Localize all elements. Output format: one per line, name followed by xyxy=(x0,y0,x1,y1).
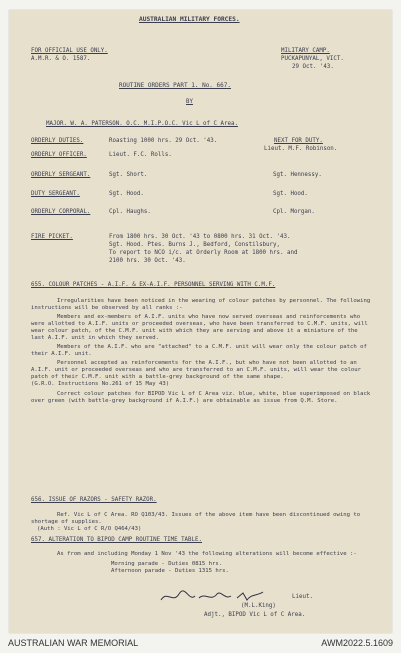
fire-picket-label: FIRE PICKET. xyxy=(31,234,73,240)
document-date: 29 Oct. '43. xyxy=(292,64,334,70)
footer-archive-name: AUSTRALIAN WAR MEMORIAL xyxy=(8,638,139,648)
duty-next: Sgt. Hood. xyxy=(273,191,308,197)
signature-name: (M.L.King) xyxy=(241,603,276,609)
fire-picket-line: 2100 hrs. 30 Oct. '43. xyxy=(109,258,186,264)
archive-footer xyxy=(0,633,401,653)
commander-line: MAJOR. W. A. PATERSON. O.C. M.I.P.O.C. Vic L of C Area. xyxy=(46,121,238,127)
camp-location: PUCKAPUNYAL, VICT. xyxy=(281,56,344,62)
camp-label: MILITARY CAMP. xyxy=(281,48,330,54)
timetable-line: Morning parade - Duties 0815 hrs. xyxy=(111,561,223,567)
duty-role: ORDERLY OFFICER. xyxy=(31,152,87,158)
item-657-heading: 657. ALTERATION TO BIPOD CAMP ROUTINE TIME TABLE. xyxy=(31,537,203,543)
duty-current: Lieut. F.C. Rolls. xyxy=(109,152,172,158)
duty-role: ORDERLY CORPORAL. xyxy=(31,209,91,215)
item-655-body xyxy=(31,298,371,405)
item-657-body xyxy=(31,551,371,575)
paragraph: Correct colour patches for BIPOD Vic L of C Area viz. blue, white, blue superimposed on black over green (with battle-grey background if A.I.F.) are obtainable as issue from Q.M. Store. xyxy=(31,391,371,404)
fire-picket-line: Sgt. Hood. Ptes. Burns J., Bedford, Constilsbury, xyxy=(109,242,281,248)
duty-role: DUTY SERGEANT. xyxy=(31,191,80,197)
duty-next: Lieut. M.F. Robinson. xyxy=(264,146,338,152)
reference-number: A.M.R. & O. 1587. xyxy=(31,56,91,62)
document-page xyxy=(9,10,392,633)
by-label: BY xyxy=(186,99,193,105)
paragraph: Members of the A.I.F. who are "attached" to a C.M.F. unit will wear only the colour patch of their A.I.F. unit. xyxy=(31,344,367,357)
paragraph: (G.R.O. Instructions No.261 of 15 May 43) xyxy=(31,381,170,387)
signature-title: Adjt., BIPOD Vic L of C Area. xyxy=(204,612,306,618)
item-656-body xyxy=(31,512,361,533)
classification-label: FOR OFFICIAL USE ONLY. xyxy=(31,48,108,54)
timetable-line: Afternoon parade - Duties 1315 hrs. xyxy=(111,568,229,574)
paragraph: Ref. Vic L of C Area. RO Q103/43. Issues of the above item have been discontinued owing to shortage of supplies. xyxy=(31,512,361,525)
duty-next: Cpl. Morgan. xyxy=(273,209,315,215)
paragraph: As from and including Monday 1 Nov '43 the following alterations will become effective :- xyxy=(57,551,357,557)
item-656-heading: 656. ISSUE OF RAZORS - SAFETY RAZOR. xyxy=(31,497,157,503)
paragraph: (Auth : Vic L of C R/O Q464/43) xyxy=(37,526,142,532)
footer-accession-number: AWM2022.5.1609 xyxy=(321,638,393,648)
duty-role: ORDERLY SERGEANT. xyxy=(31,172,91,178)
duty-current: Cpl. Haughs. xyxy=(109,209,151,215)
duty-role: ORDERLY DUTIES. xyxy=(31,138,84,144)
fire-picket-line: From 1800 hrs. 30 Oct. '43 to 0800 hrs. 31 Oct. '43. xyxy=(109,234,291,240)
duty-current: Sgt. Hood. xyxy=(109,191,144,197)
order-title: ROUTINE ORDERS PART 1. No. 667. xyxy=(119,82,231,89)
paragraph: Members and ex-members of A.I.F. units who have now served overseas and reinforcements who were allotted to A.I.F. units or proceeded overseas, who have been transferred to C.M.F. units, will wear colour patch, of the C.M.F. unit with which they are serving and above it a miniature of the last A.I.F. unit in which they served. xyxy=(31,314,368,341)
fire-picket-line: To report to NCO i/c. at Orderly Room at 1800 hrs. and xyxy=(109,250,298,256)
item-655-heading: 655. COLOUR PATCHES - A.I.F. & EX-A.I.F. PERSONNEL SERVING WITH C.M.F. xyxy=(31,282,276,288)
duty-next: NEXT FOR DUTY. xyxy=(274,138,323,144)
paragraph: Personnel accepted as reinforcements for the A.I.F., but who have not been allotted to an A.I.F. unit or proceeded overseas and who are transferred to an C.M.F. units, will wear the colour patch of their C.M.F. unit with a battle-grey background of the same shape. xyxy=(31,360,362,380)
duty-current: Sgt. Short. xyxy=(109,172,148,178)
paragraph: Irregularities have been noticed in the wearing of colour patches by personnel. The following instructions will be observed by all ranks :- xyxy=(31,298,371,311)
duty-next: Sgt. Hennessy. xyxy=(273,172,322,178)
signature-rank: Lieut. xyxy=(292,594,313,600)
duty-current: Roasting 1000 hrs. 29 Oct. '43. xyxy=(109,138,218,144)
document-title: AUSTRALIAN MILITARY FORCES. xyxy=(139,16,240,23)
